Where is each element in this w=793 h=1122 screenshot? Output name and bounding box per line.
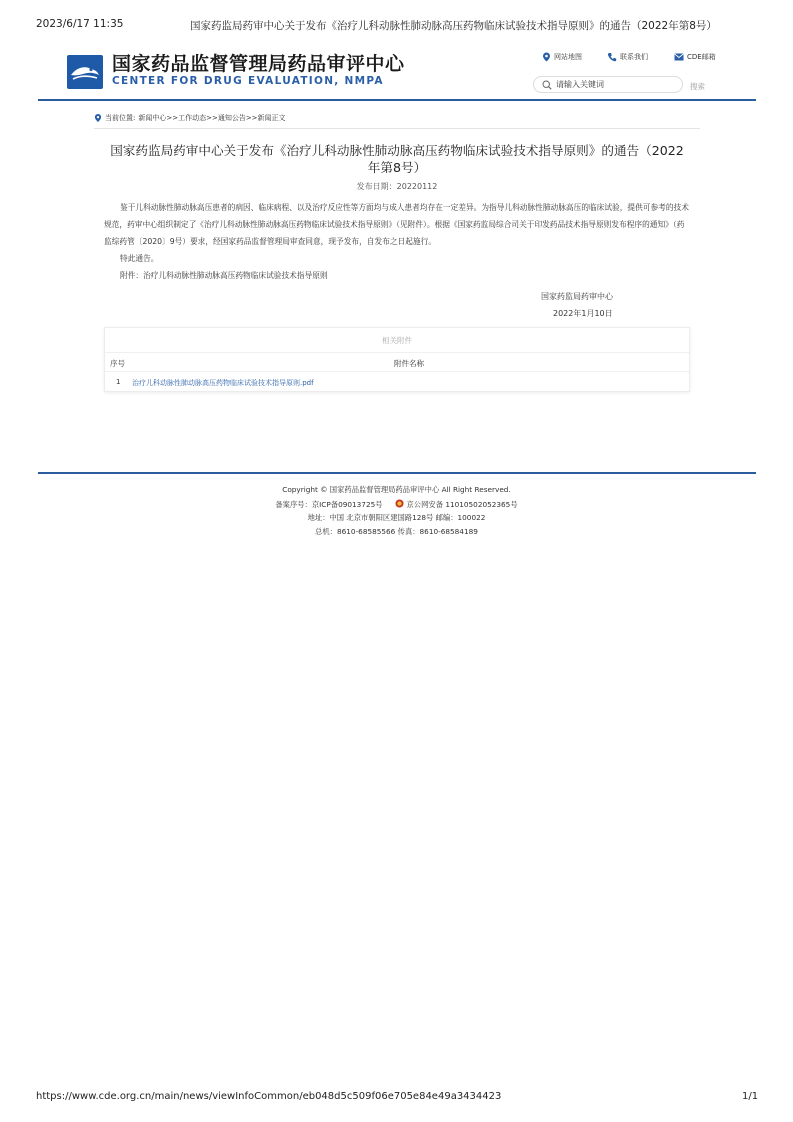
- breadcrumb-path[interactable]: 新闻中心>>工作动态>>通知公告>>新闻正文: [138, 114, 286, 122]
- search-input[interactable]: [533, 76, 683, 93]
- print-url: https://www.cde.org.cn/main/news/viewInfoCommon/eb048d5c509f06e705e84e49a3434423: [36, 1091, 502, 1102]
- sitemap-link-label: 网站地图: [554, 53, 582, 61]
- header-divider: [38, 99, 756, 101]
- phone-icon: [607, 52, 617, 62]
- cde-mail-link-label: CDE邮箱: [687, 53, 716, 61]
- footer-icp[interactable]: 备案序号：京ICP备09013725号: [275, 500, 383, 509]
- contact-link[interactable]: [607, 52, 648, 62]
- footer-police-record[interactable]: 京公网安备 11010502052365号: [406, 500, 518, 509]
- cde-mail-link[interactable]: [674, 52, 716, 62]
- site-logo[interactable]: [67, 55, 103, 89]
- mail-icon: [674, 53, 684, 61]
- signature-date: 2022年1月10日: [553, 309, 613, 318]
- attachment-file-link[interactable]: 治疗儿科动脉性肺动脉高压药物临床试验技术指导原则.pdf: [132, 379, 314, 387]
- article-attachment-note: 附件：治疗儿科动脉性肺动脉高压药物临床试验技术指导原则: [120, 271, 328, 280]
- footer-address: 地址：中国 北京市朝阳区建国路128号 邮编：100022: [307, 513, 486, 522]
- publish-date: 发布日期：20220112: [356, 182, 438, 191]
- column-header-name: 附件名称: [394, 359, 424, 368]
- search-icon: [542, 80, 552, 90]
- footer-registration: [0, 499, 793, 510]
- column-header-no: 序号: [110, 359, 125, 368]
- signature-org: 国家药监局药审中心: [541, 292, 613, 301]
- location-pin-icon: [542, 52, 551, 62]
- attachment-row-no: 1: [116, 378, 121, 386]
- sitemap-link[interactable]: [542, 52, 582, 62]
- location-pin-icon: [94, 113, 102, 123]
- attachments-header-row: [105, 352, 689, 372]
- print-page-number: 1/1: [742, 1091, 759, 1102]
- breadcrumb-label: 当前位置:: [105, 114, 136, 122]
- search-button[interactable]: 搜索: [690, 82, 705, 91]
- attachments-title: 相关附件: [382, 336, 412, 345]
- footer-copyright: Copyright © 国家药品监督管理局药品审评中心 All Right Reserved.: [282, 485, 511, 494]
- logo-emblem-icon: [67, 55, 103, 89]
- logo-title-en: CENTER FOR DRUG EVALUATION, NMPA: [112, 75, 384, 87]
- print-doc-title: 国家药监局药审中心关于发布《治疗儿科动脉性肺动脉高压药物临床试验技术指导原则》的通告（2022年第8号）: [190, 20, 717, 32]
- breadcrumb: [94, 113, 286, 123]
- search-placeholder: 请输入关键词: [556, 80, 604, 89]
- footer-divider: [38, 472, 756, 474]
- footer-phone: 总机：8610-68585566 传真：8610-68584189: [315, 527, 478, 536]
- attachments-panel: [104, 327, 690, 392]
- article-paragraph: 鉴于儿科动脉性肺动脉高压患者的病因、临床病程、以及治疗反应性等方面均与成人患者均存在一定差异。为指导儿科动脉性肺动脉高压的临床试验，提供可参考的技术规范，药审中心组织制定了《治疗儿科动脉性肺动脉高压药物临床试验技术指导原则》（见附件）。根据《国家药监局综合司关于印发药品技术指导原则发布程序的通知》（药监综药管〔2020〕9号）要求，经国家药品监督管理局审查同意，现予发布，自发布之日起施行。: [104, 203, 689, 246]
- breadcrumb-divider: [94, 128, 700, 129]
- contact-link-label: 联系我们: [620, 53, 648, 61]
- print-datetime: 2023/6/17 11:35: [36, 18, 124, 30]
- police-badge-icon: [395, 499, 404, 508]
- logo-title-cn: 国家药品监督管理局药品审评中心: [112, 53, 405, 75]
- article-title: 国家药监局药审中心关于发布《治疗儿科动脉性肺动脉高压药物临床试验技术指导原则》的通告（2022年第8号）: [110, 143, 684, 175]
- article-body: [104, 199, 690, 284]
- article-paragraph: 特此通告。: [120, 254, 159, 263]
